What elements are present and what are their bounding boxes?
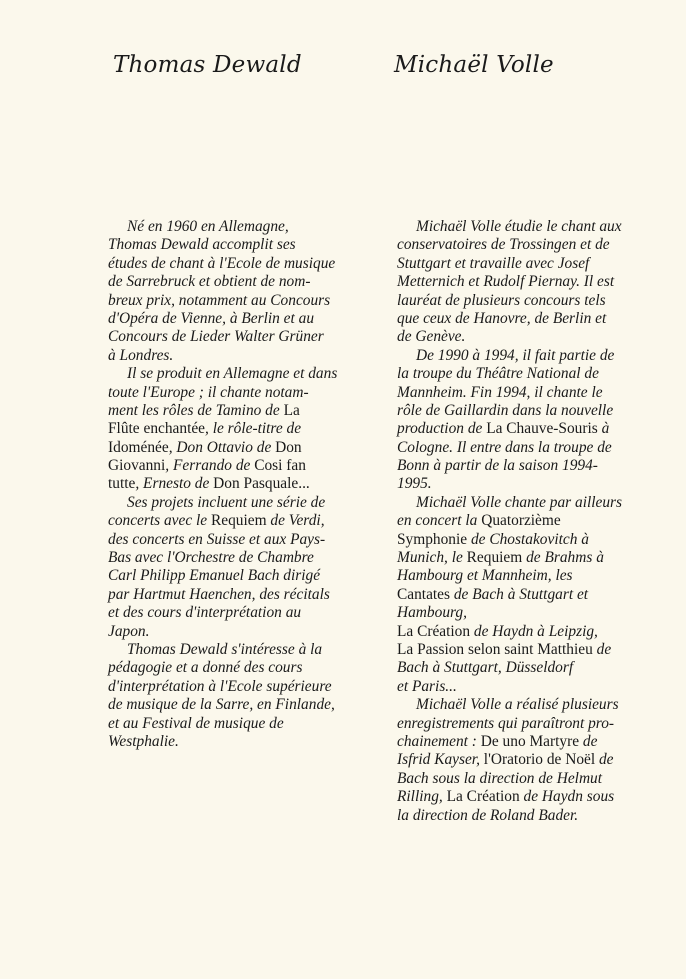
text-segment: de Chostakovitch à — [467, 530, 589, 548]
text-segment: de — [595, 751, 614, 769]
text-segment: la direction de Roland Bader. — [397, 806, 579, 824]
text-segment: Rilling, — [397, 788, 447, 806]
text-line — [397, 255, 685, 273]
text-line — [397, 494, 685, 512]
text-line — [397, 733, 685, 751]
text-line — [397, 347, 685, 365]
text-segment: Hambourg et Mannheim, les — [397, 567, 573, 585]
text-line — [108, 678, 380, 696]
text-segment: Michaël Volle étudie le chant aux — [416, 218, 622, 235]
text-line — [108, 512, 380, 530]
text-segment: Bas avec l'Orchestre de Chambre — [108, 549, 314, 567]
text-line — [397, 531, 685, 549]
text-segment: à — [597, 420, 610, 438]
text-segment: Concours de Lieder Walter Grüner — [108, 328, 324, 346]
text-segment: Westphalie. — [108, 732, 179, 750]
title-segment: La Passion selon saint Matthieu — [397, 640, 593, 658]
text-line — [397, 641, 685, 659]
text-line — [108, 715, 380, 733]
text-segment: Bonn à partir de la saison 1994- — [397, 457, 598, 475]
text-line — [397, 475, 685, 493]
text-line — [108, 402, 380, 420]
text-line — [108, 475, 380, 493]
text-line — [108, 236, 380, 254]
text-segment: enregistrements qui paraîtront pro- — [397, 714, 615, 732]
title-segment: La Création — [446, 788, 520, 806]
heading-thomas-dewald: Thomas Dewald — [113, 52, 302, 78]
text-line — [397, 439, 685, 457]
text-segment: Ses projets incluent une série de — [127, 493, 326, 511]
text-segment: , Ernesto de — [135, 475, 214, 493]
title-segment: Symphonie — [397, 530, 468, 548]
text-line — [108, 494, 380, 512]
text-segment: et au Festival de musique de — [108, 714, 284, 732]
text-segment: de Haydn à Leipzig, — [470, 622, 598, 640]
text-line — [397, 567, 685, 585]
text-segment: d'Opéra de Vienne, à Berlin et au — [108, 309, 315, 327]
text-segment: Metternich et Rudolf Piernay. Il est — [397, 273, 615, 291]
text-line — [108, 347, 380, 365]
title-segment: Giovanni — [108, 457, 166, 475]
text-segment: breux prix, notamment au Concours — [108, 291, 331, 309]
text-line — [397, 310, 685, 328]
title-segment: Don Pasquale... — [213, 475, 310, 493]
text-segment: Mannheim. Fin 1994, il chante le — [397, 383, 603, 401]
title-segment: Don — [275, 438, 302, 456]
title-segment: La — [283, 401, 300, 419]
text-line — [108, 623, 380, 641]
text-line — [397, 659, 685, 677]
text-segment: rôle de Gaillardin dans la nouvelle — [397, 401, 614, 419]
text-line — [397, 751, 685, 769]
title-segment: Requiem — [210, 512, 267, 530]
text-line — [397, 678, 685, 696]
text-segment: en concert la — [397, 512, 482, 530]
text-segment: lauréat de plusieurs concours tels — [397, 291, 606, 309]
text-segment: de Sarrebruck et obtient de nom- — [108, 273, 311, 291]
text-line — [397, 770, 685, 788]
text-segment: Stuttgart et travaille avec Josef — [397, 254, 590, 272]
text-segment: chainement : — [397, 732, 481, 750]
text-line — [397, 365, 685, 383]
text-segment: , le rôle-titre de — [205, 420, 302, 438]
heading-michael-volle: Michaël Volle — [394, 52, 554, 78]
text-segment: Michaël Volle a réalisé plusieurs — [416, 696, 619, 714]
text-line — [108, 659, 380, 677]
text-segment: pédagogie et a donné des cours — [108, 659, 303, 677]
text-segment: d'interprétation à l'Ecole supérieure — [108, 677, 332, 695]
text-line — [108, 218, 380, 236]
text-line — [397, 696, 685, 714]
text-line — [108, 310, 380, 328]
text-line — [397, 402, 685, 420]
title-segment: Quatorzième — [481, 512, 561, 530]
text-segment: 1995. — [397, 475, 432, 493]
title-segment: l'Oratorio de Noël — [483, 751, 596, 769]
text-segment: la troupe du Théâtre National de — [397, 365, 599, 383]
text-line — [108, 420, 380, 438]
title-segment: tutte — [108, 475, 136, 493]
text-line — [397, 273, 685, 291]
text-segment: Carl Philipp Emanuel Bach dirigé — [108, 567, 321, 585]
text-line — [397, 218, 685, 236]
text-line — [397, 512, 685, 530]
text-segment: Né en 1960 en Allemagne, — [127, 218, 289, 235]
title-segment: Requiem — [466, 549, 523, 567]
text-segment: Thomas Dewald accomplit ses — [108, 236, 296, 254]
biography-column-thomas-dewald — [108, 218, 380, 751]
text-line — [108, 531, 380, 549]
text-segment: et des cours d'interprétation au — [108, 604, 302, 622]
title-segment: Idoménée — [108, 438, 169, 456]
text-line — [397, 236, 685, 254]
text-segment: de musique de la Sarre, en Finlande, — [108, 696, 335, 714]
text-line — [108, 567, 380, 585]
text-line — [108, 292, 380, 310]
text-line — [108, 273, 380, 291]
text-segment: études de chant à l'Ecole de musique — [108, 254, 336, 272]
text-line — [108, 365, 380, 383]
text-segment: de Verdi, — [266, 512, 325, 530]
text-line — [108, 384, 380, 402]
text-segment: Michaël Volle chante par ailleurs — [416, 493, 623, 511]
title-segment: Flûte enchantée — [108, 420, 206, 438]
title-segment: De uno Martyre — [480, 732, 580, 750]
text-segment: , Don Ottavio de — [168, 438, 276, 456]
text-segment: Japon. — [108, 622, 150, 640]
text-segment: des concerts en Suisse et aux Pays- — [108, 530, 326, 548]
text-line — [397, 715, 685, 733]
text-line — [397, 623, 685, 641]
text-segment: production de — [397, 420, 487, 438]
text-segment: concerts avec le — [108, 512, 211, 530]
text-segment: Il se produit en Allemagne et dans — [127, 365, 338, 383]
text-line — [108, 604, 380, 622]
text-segment: Bach à Stuttgart, Düsseldorf — [397, 659, 574, 677]
text-segment: et Paris... — [397, 677, 457, 695]
text-line — [397, 807, 685, 825]
text-line — [108, 549, 380, 567]
text-line — [397, 549, 685, 567]
text-line — [108, 733, 380, 751]
text-line — [108, 457, 380, 475]
text-segment: Hambourg, — [397, 604, 467, 622]
text-segment: de — [579, 732, 598, 750]
text-line — [397, 420, 685, 438]
text-segment: Thomas Dewald s'intéresse à la — [127, 640, 323, 658]
text-segment: ment les rôles de Tamino de — [108, 401, 284, 419]
text-line — [108, 696, 380, 714]
text-segment: , Ferrando de — [165, 457, 255, 475]
text-line — [397, 457, 685, 475]
text-segment: Munich, le — [397, 549, 467, 567]
text-segment: de Genève. — [397, 328, 466, 346]
text-segment: de Bach à Stuttgart et — [450, 585, 589, 603]
text-line — [397, 292, 685, 310]
text-line — [397, 788, 685, 806]
title-segment: Cosi fan — [254, 457, 306, 475]
text-segment: toute l'Europe ; il chante notam- — [108, 383, 309, 401]
text-line — [108, 328, 380, 346]
text-line — [397, 604, 685, 622]
text-segment: Isfrid Kayser, — [397, 751, 484, 769]
text-segment: à Londres. — [108, 346, 174, 364]
text-segment: conservatoires de Trossingen et de — [397, 236, 610, 254]
text-line — [397, 328, 685, 346]
text-line — [397, 586, 685, 604]
text-line — [397, 384, 685, 402]
text-line — [108, 641, 380, 659]
text-segment: de Haydn sous — [519, 788, 615, 806]
text-line — [108, 255, 380, 273]
text-segment: que ceux de Hanovre, de Berlin et — [397, 309, 607, 327]
text-line — [108, 439, 380, 457]
title-segment: Cantates — [397, 585, 450, 603]
title-segment: La Création — [397, 622, 471, 640]
text-line — [108, 586, 380, 604]
title-segment: La Chauve-Souris — [486, 420, 598, 438]
biography-column-michael-volle — [397, 218, 685, 825]
text-segment: de Brahms à — [522, 549, 604, 567]
text-segment: par Hartmut Haenchen, des récitals — [108, 585, 330, 603]
text-segment: Bach sous la direction de Helmut — [397, 769, 603, 787]
text-segment: De 1990 à 1994, il fait partie de — [416, 346, 615, 364]
text-segment: de — [592, 640, 612, 658]
text-segment: Cologne. Il entre dans la troupe de — [397, 438, 612, 456]
